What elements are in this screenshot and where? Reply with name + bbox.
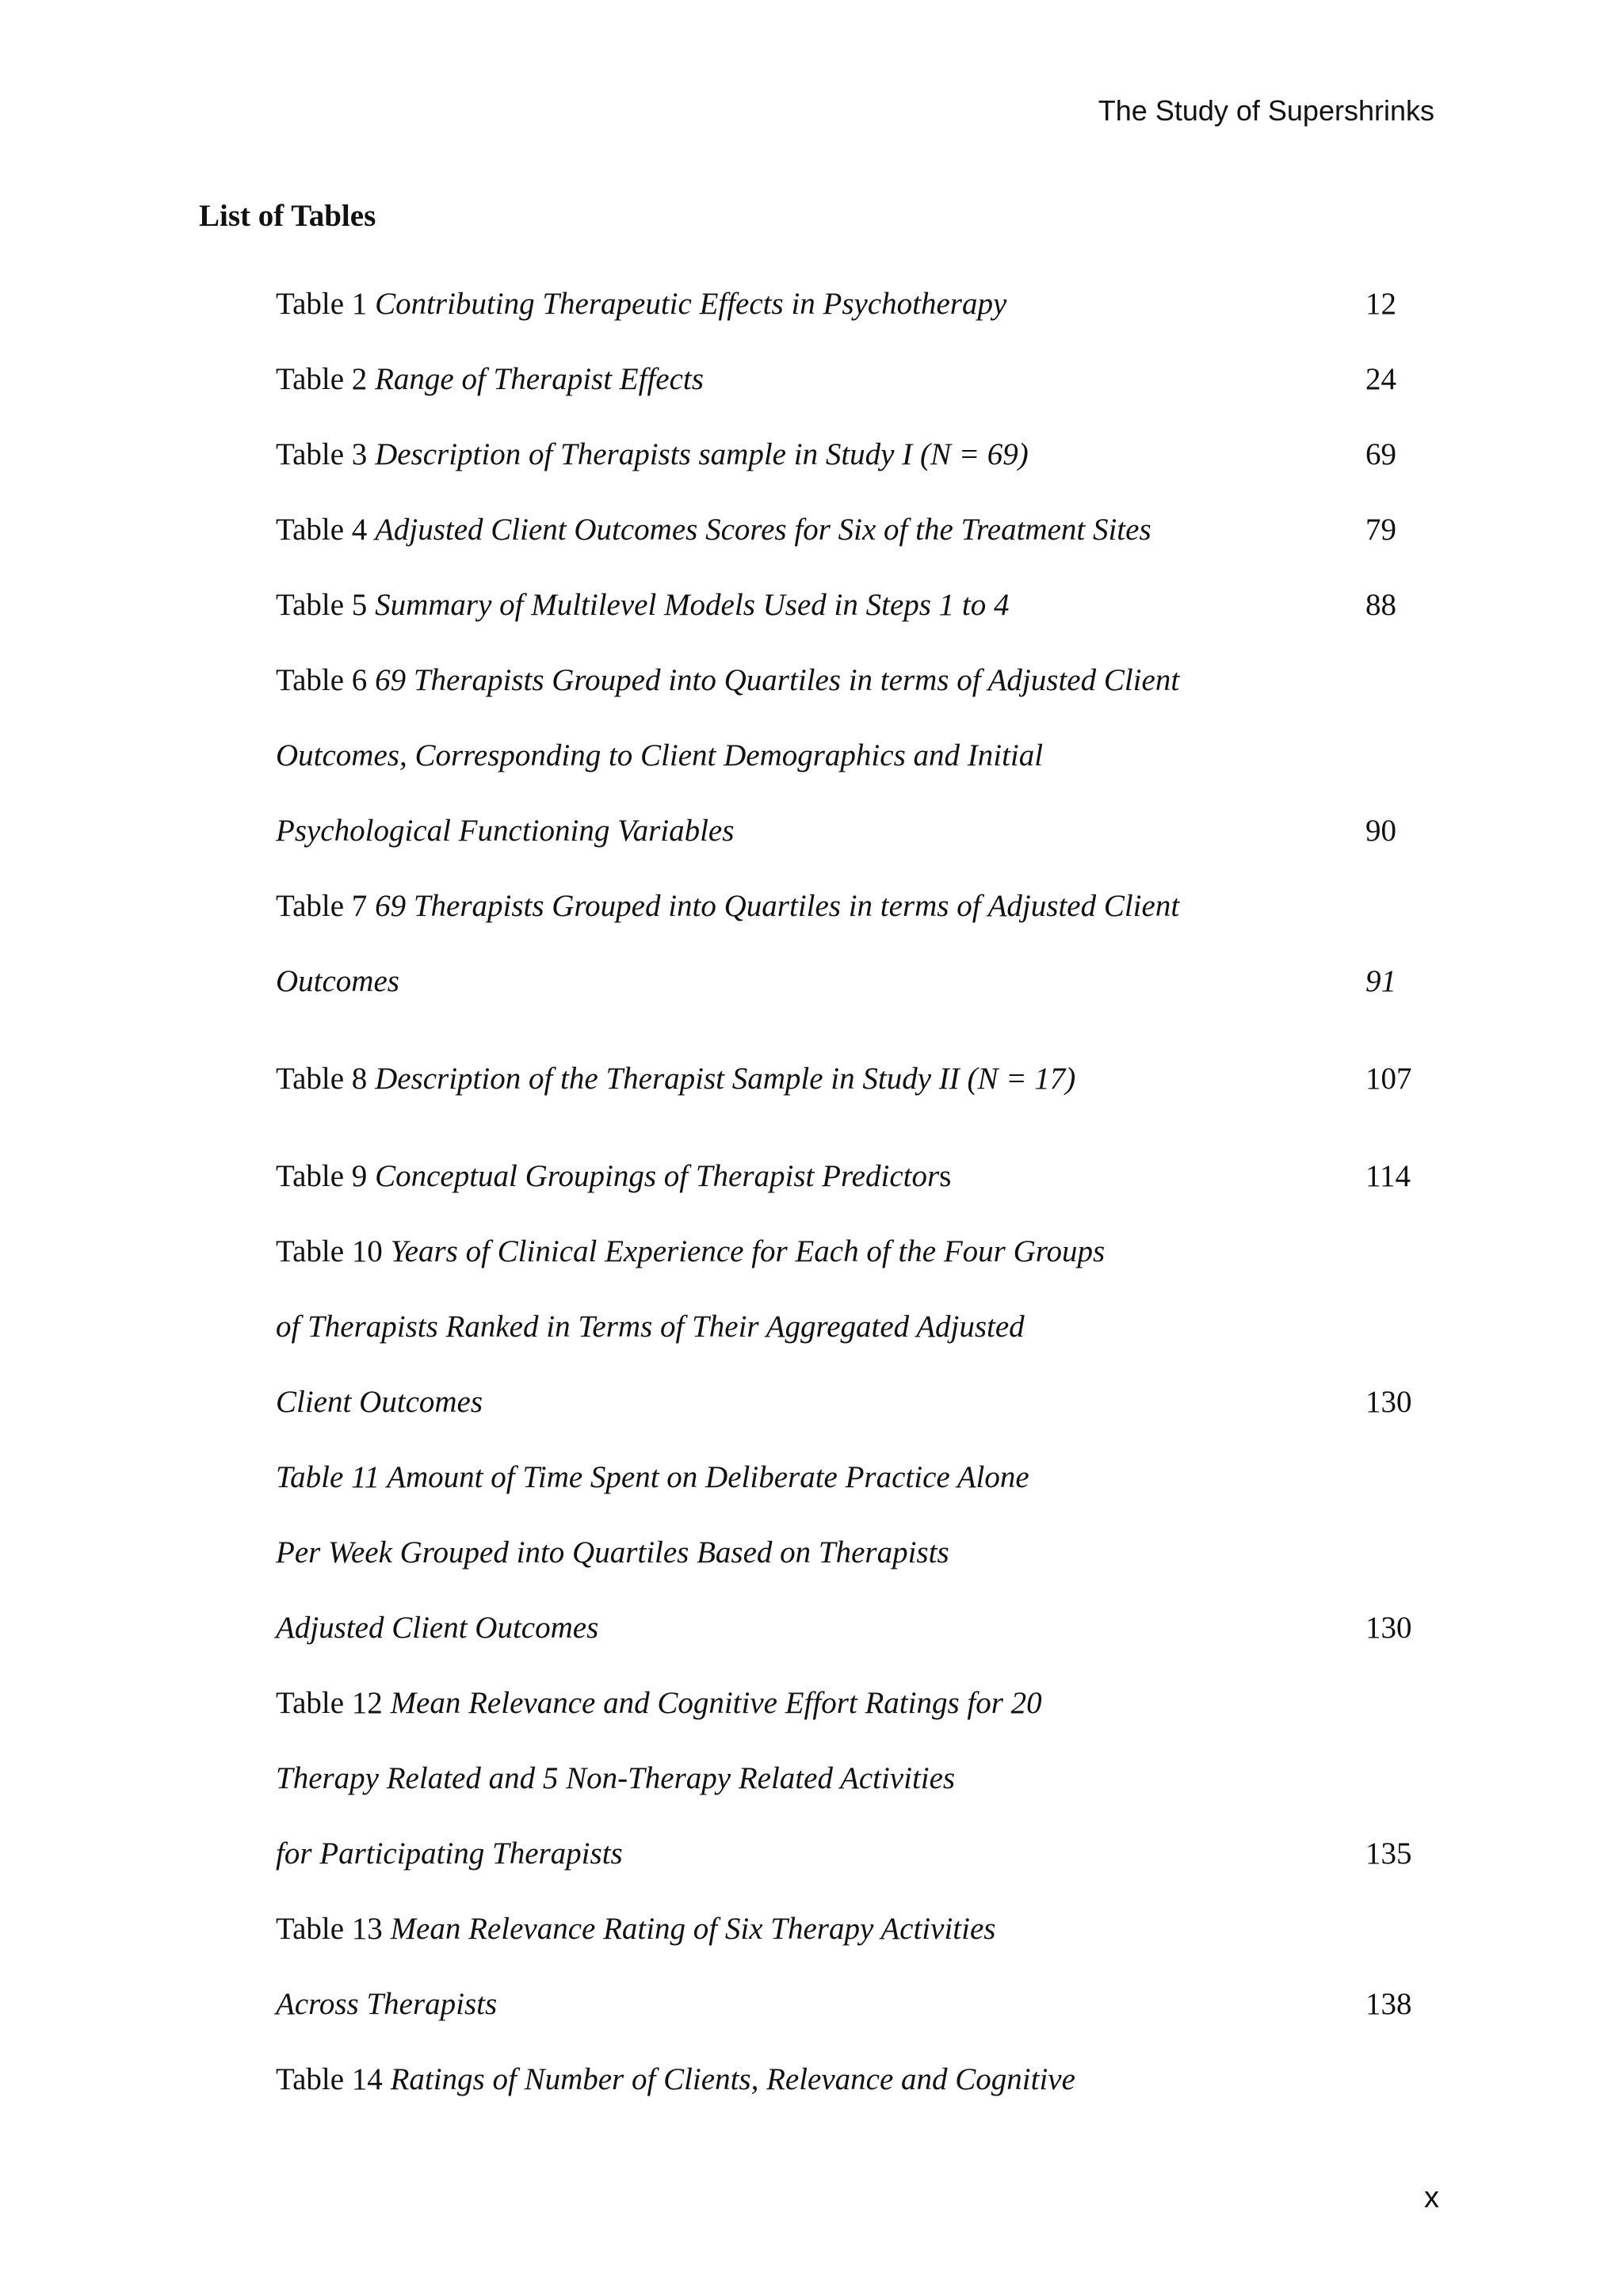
- entry-title: 69 Therapists Grouped into Quartiles in terms of Adjusted Client: [375, 889, 1180, 923]
- entry-title: Description of Therapists sample in Study I (N = 69): [375, 437, 1029, 471]
- toc-entry-table-8: [276, 1060, 1417, 1098]
- toc-entry-continuation: [276, 812, 1417, 850]
- toc-entry-table-13: [276, 1910, 1417, 1948]
- entry-title: of Therapists Ranked in Terms of Their Aggregated Adjusted: [276, 1310, 1025, 1344]
- toc-entry-table-14: [276, 2061, 1417, 2099]
- entry-title: Outcomes, Corresponding to Client Demographics and Initial: [276, 738, 1044, 772]
- entry-label: Table 12: [276, 1686, 391, 1720]
- entry-page-number: 90: [1365, 814, 1396, 848]
- entry-title: 69 Therapists Grouped into Quartiles in terms of Adjusted Client: [375, 663, 1180, 697]
- entry-title: Outcomes: [276, 964, 399, 998]
- entry-page-number: 79: [1365, 513, 1396, 547]
- entry-page-number: 135: [1365, 1836, 1412, 1871]
- entry-label: Table 2: [276, 362, 376, 396]
- toc-entry-table-5: [276, 586, 1417, 624]
- entry-tail: s: [939, 1159, 952, 1193]
- toc-entry-continuation: [276, 1835, 1417, 1873]
- entry-title: Summary of Multilevel Models Used in Steps 1 to 4: [375, 588, 1010, 622]
- toc-entry-continuation: [276, 737, 1417, 775]
- running-header: The Study of Supershrinks: [1098, 94, 1434, 127]
- toc-entry-table-9: [276, 1158, 1417, 1196]
- entry-label: Table 8: [276, 1062, 376, 1096]
- entry-label: Table 9: [276, 1159, 376, 1193]
- entry-title: Client Outcomes: [276, 1385, 483, 1419]
- entry-label: Table 4: [276, 513, 376, 547]
- toc-entry-table-1: [276, 285, 1417, 323]
- toc-entry-table-4: [276, 511, 1417, 549]
- entry-title: Therapy Related and 5 Non-Therapy Related Activities: [276, 1761, 956, 1795]
- toc-entry-continuation: [276, 1609, 1417, 1647]
- entry-title: Years of Clinical Experience for Each of the Four Groups: [390, 1234, 1106, 1268]
- entry-title: Mean Relevance Rating of Six Therapy Activities: [390, 1912, 996, 1946]
- entry-title: Adjusted Client Outcomes: [276, 1611, 599, 1645]
- toc-entry-continuation: [276, 963, 1417, 1001]
- toc-entry-continuation: [276, 1534, 1417, 1572]
- entry-label: Table 14: [276, 2062, 391, 2096]
- entry-page-number: 12: [1365, 287, 1396, 321]
- entry-title: Per Week Grouped into Quartiles Based on Therapists: [276, 1535, 949, 1569]
- entry-title: Psychological Functioning Variables: [276, 814, 735, 848]
- entry-title: Range of Therapist Effects: [375, 362, 704, 396]
- toc-entry-continuation: [276, 1383, 1417, 1421]
- toc-entry-table-3: [276, 436, 1417, 474]
- entry-page-number: 130: [1365, 1611, 1412, 1645]
- toc-entry-continuation: [276, 1985, 1417, 2023]
- entry-title: Mean Relevance and Cognitive Effort Ratings for 20: [390, 1686, 1042, 1720]
- entry-title: Conceptual Groupings of Therapist Predictor: [375, 1159, 940, 1193]
- toc-entry-table-12: [276, 1684, 1417, 1722]
- entry-title: Across Therapists: [276, 1987, 498, 2021]
- list-of-tables-heading: List of Tables: [199, 199, 376, 233]
- entry-title: for Participating Therapists: [276, 1836, 623, 1871]
- entry-label: Table 3: [276, 437, 376, 471]
- entry-label: Table 5: [276, 588, 376, 622]
- entry-label: Table 6: [276, 663, 376, 697]
- entry-title: Contributing Therapeutic Effects in Psychotherapy: [375, 287, 1007, 321]
- entry-label: Table 13: [276, 1912, 391, 1946]
- entry-label: Table 7: [276, 889, 376, 923]
- page-number: x: [1424, 2181, 1439, 2214]
- entry-title: Table 11 Amount of Time Spent on Deliberate Practice Alone: [276, 1460, 1029, 1494]
- entry-page-number: 114: [1365, 1159, 1411, 1193]
- entry-title: Description of the Therapist Sample in Study II (N = 17): [375, 1062, 1076, 1096]
- entry-title: Adjusted Client Outcomes Scores for Six of the Treatment Sites: [375, 513, 1151, 547]
- entry-page-number: 24: [1365, 362, 1396, 396]
- entry-label: Table 10: [276, 1234, 391, 1268]
- entry-page-number: 107: [1365, 1062, 1412, 1096]
- toc-entry-continuation: [276, 1308, 1417, 1346]
- entry-page-number: 69: [1365, 437, 1396, 471]
- entry-title: Ratings of Number of Clients, Relevance and Cognitive: [390, 2062, 1075, 2096]
- entry-label: Table 1: [276, 287, 376, 321]
- toc-entry-table-6: [276, 662, 1417, 700]
- entry-page-number: 138: [1365, 1987, 1412, 2021]
- entry-page-number: 88: [1365, 588, 1396, 622]
- toc-entry-table-7: [276, 887, 1417, 925]
- toc-entry-table-11: [276, 1459, 1417, 1497]
- entry-page-number: 130: [1365, 1385, 1412, 1419]
- toc-entry-table-2: [276, 360, 1417, 399]
- entry-page-number: 91: [1365, 964, 1396, 998]
- toc-entry-table-10: [276, 1233, 1417, 1271]
- toc-entry-continuation: [276, 1760, 1417, 1798]
